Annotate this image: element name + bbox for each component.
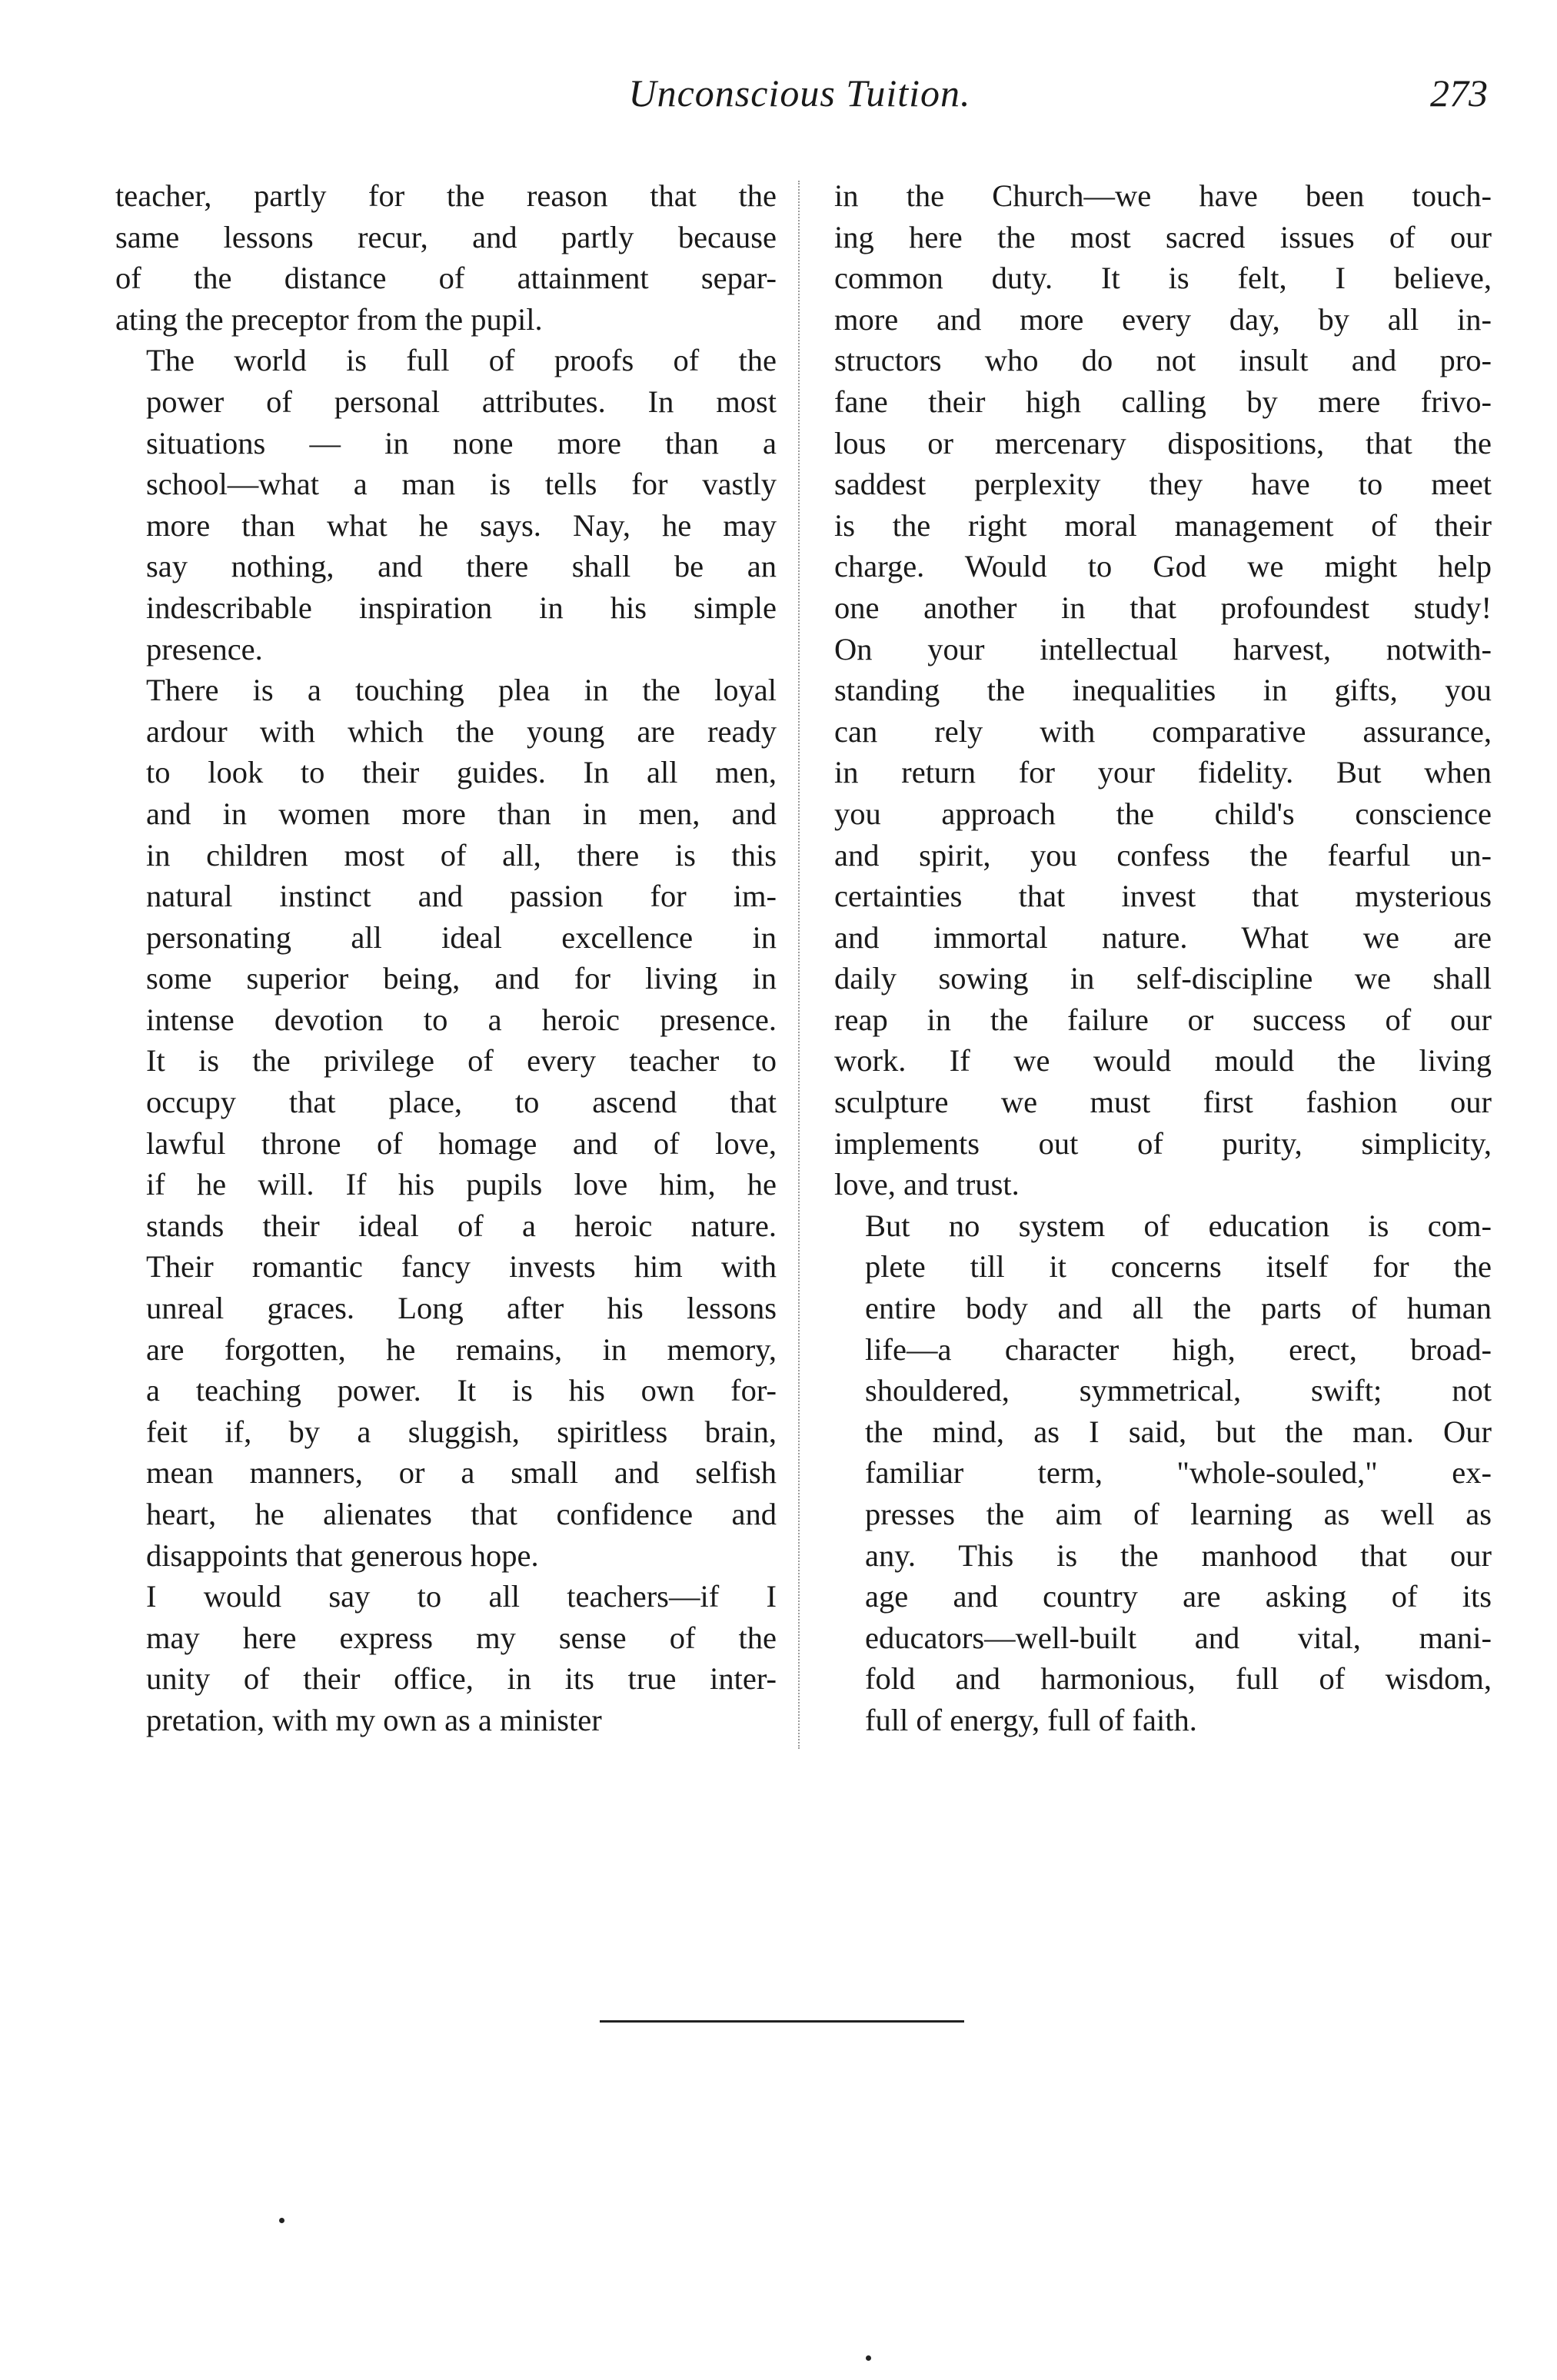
text-line: unreal graces. Long after his lessons xyxy=(146,1291,777,1326)
text-line: can rely with comparative assurance, xyxy=(834,713,1492,749)
text-line: structors who do not insult and pro- xyxy=(834,343,1492,378)
text-line: On your intellectual harvest, notwith- xyxy=(834,631,1492,666)
paragraph xyxy=(834,175,1492,1205)
text-line: intense devotion to a heroic presence. xyxy=(146,1002,777,1037)
text-line: lawful throne of homage and of love, xyxy=(146,1125,777,1161)
text-line: situations — in none more than a xyxy=(146,425,777,460)
text-line: unity of their office, in its true inter- xyxy=(146,1661,777,1697)
text-line: The world is full of proofs of the xyxy=(146,343,777,378)
text-line: lous or mercenary dispositions, that the xyxy=(834,425,1492,460)
text-line: love, and trust. xyxy=(834,1167,1020,1202)
text-line: But no system of education is com- xyxy=(865,1208,1492,1243)
text-line: mean manners, or a small and selfish xyxy=(146,1455,777,1491)
text-line: life—a character high, erect, broad- xyxy=(865,1331,1492,1367)
text-line: say nothing, and there shall be an xyxy=(146,549,777,584)
text-line: any. This is the manhood that our xyxy=(865,1537,1492,1573)
text-line: implements out of purity, simplicity, xyxy=(834,1125,1492,1161)
text-line: is the right moral management of their xyxy=(834,507,1492,543)
text-line: you approach the child's conscience xyxy=(834,796,1492,831)
text-line: teacher, partly for the reason that the xyxy=(115,178,777,213)
margin-speck xyxy=(279,2218,284,2223)
text-line: stands their ideal of a heroic nature. xyxy=(146,1208,777,1243)
right-column xyxy=(834,175,1492,1741)
text-line: shouldered, symmetrical, swift; not xyxy=(865,1373,1492,1408)
text-line: standing the inequalities in gifts, you xyxy=(834,673,1492,708)
paragraph xyxy=(115,670,777,1576)
text-line: presence. xyxy=(146,631,263,666)
text-line: It is the privilege of every teacher to xyxy=(146,1043,777,1079)
margin-speck xyxy=(866,2355,871,2361)
text-line: occupy that place, to ascend that xyxy=(146,1085,777,1120)
text-line: natural instinct and passion for im- xyxy=(146,879,777,914)
text-line: plete till it concerns itself for the xyxy=(865,1249,1492,1285)
left-column xyxy=(115,175,777,1741)
text-line: indescribable inspiration in his simple xyxy=(146,590,777,625)
text-line: charge. Would to God we might help xyxy=(834,549,1492,584)
page-number: 273 xyxy=(1430,71,1488,115)
text-line: fane their high calling by mere frivo- xyxy=(834,384,1492,419)
column-gutter-rule xyxy=(798,181,800,1749)
text-line: power of personal attributes. In most xyxy=(146,384,777,419)
text-line: more than what he says. Nay, he may xyxy=(146,507,777,543)
text-line: entire body and all the parts of human xyxy=(865,1291,1492,1326)
text-line: ating the preceptor from the pupil. xyxy=(115,301,543,337)
text-line: school—what a man is tells for vastly xyxy=(146,467,777,502)
text-line: pretation, with my own as a minister xyxy=(146,1702,602,1737)
text-line: saddest perplexity they have to meet xyxy=(834,467,1492,502)
text-line: ing here the most sacred issues of our xyxy=(834,219,1492,254)
text-line: I would say to all teachers—if I xyxy=(146,1579,777,1614)
text-line: reap in the failure or success of our xyxy=(834,1002,1492,1037)
text-line: There is a touching plea in the loyal xyxy=(146,673,777,708)
text-line: familiar term, "whole-souled," ex- xyxy=(865,1455,1492,1491)
text-line: and spirit, you confess the fearful un- xyxy=(834,837,1492,873)
text-line: work. If we would mould the living xyxy=(834,1043,1492,1079)
text-line: more and more every day, by all in- xyxy=(834,301,1492,337)
text-line: in the Church—we have been touch- xyxy=(834,178,1492,213)
text-line: fold and harmonious, full of wisdom, xyxy=(865,1661,1492,1697)
text-line: to look to their guides. In all men, xyxy=(146,755,777,790)
text-line: are forgotten, he remains, in memory, xyxy=(146,1331,777,1367)
text-line: may here express my sense of the xyxy=(146,1620,777,1655)
text-line: disappoints that generous hope. xyxy=(146,1537,539,1573)
text-line: presses the aim of learning as well as xyxy=(865,1497,1492,1531)
paragraph xyxy=(115,1576,777,1740)
text-line: in return for your fidelity. But when xyxy=(834,755,1492,790)
text-line: Their romantic fancy invests him with xyxy=(146,1249,777,1285)
text-line: personating all ideal excellence in xyxy=(146,919,777,955)
closing-rule xyxy=(600,2020,964,2023)
text-line: common duty. It is felt, I believe, xyxy=(834,261,1492,296)
text-line: and in women more than in men, and xyxy=(146,796,777,831)
text-line: age and country are asking of its xyxy=(865,1579,1492,1614)
text-line: educators—well-built and vital, mani- xyxy=(865,1620,1492,1655)
text-line: and immortal nature. What we are xyxy=(834,919,1492,955)
running-title: Unconscious Tuition. xyxy=(628,71,971,115)
text-line: if he will. If his pupils love him, he xyxy=(146,1167,777,1202)
text-line: full of energy, full of faith. xyxy=(865,1702,1197,1737)
text-line: same lessons recur, and partly because xyxy=(115,219,777,254)
text-line: in children most of all, there is this xyxy=(146,837,777,873)
paragraph xyxy=(115,175,777,340)
text-line: some superior being, and for living in xyxy=(146,961,777,996)
text-line: feit if, by a sluggish, spiritless brain, xyxy=(146,1414,777,1449)
text-line: ardour with which the young are ready xyxy=(146,713,777,749)
paragraph xyxy=(834,1205,1492,1741)
text-line: a teaching power. It is his own for- xyxy=(146,1373,777,1408)
text-line: certainties that invest that mysterious xyxy=(834,879,1492,914)
text-line: the mind, as I said, but the man. Our xyxy=(865,1414,1492,1449)
paragraph xyxy=(115,340,777,670)
text-line: sculpture we must first fashion our xyxy=(834,1085,1492,1120)
text-line: heart, he alienates that confidence and xyxy=(146,1497,777,1531)
text-line: one another in that profoundest study! xyxy=(834,590,1492,625)
text-line: daily sowing in self-discipline we shall xyxy=(834,961,1492,996)
text-line: of the distance of attainment separ- xyxy=(115,261,777,296)
